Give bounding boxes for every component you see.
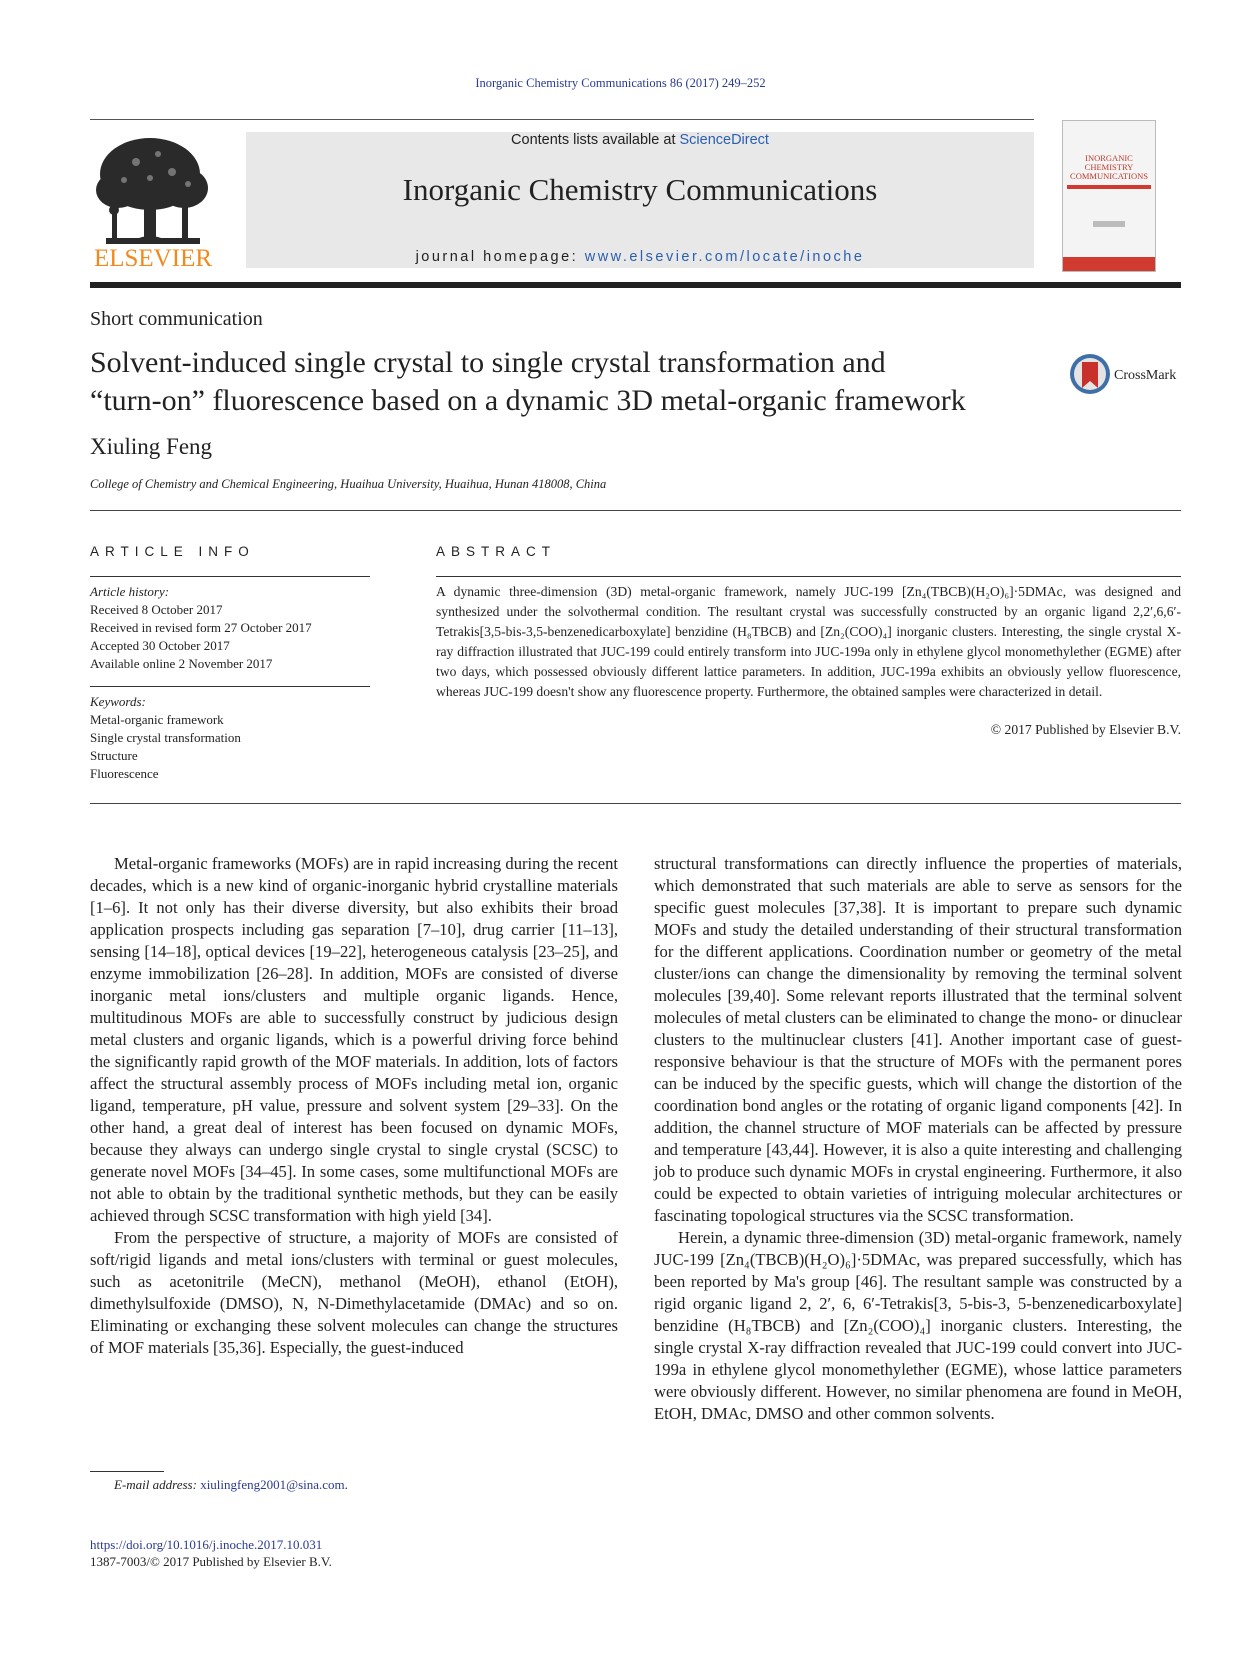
footer bbox=[90, 1536, 332, 1570]
article-title bbox=[90, 344, 1050, 420]
body-paragraph: structural transformations can directly influence the properties of materials, which demonstrated that such materials are able to serve as sensors for the specific guest molecules [37,38]. It is important to prepare such dynamic MOFs and study the detailed understanding of their structural transformation for the different applications. Coordination number or geometry of the metal cluster/ions can change the dimensionality by removing the terminal solvent molecules [39,40]. Some relevant reports illustrated that the terminal solvent molecules of metal clusters can be eliminated to change the mono- or dinuclear clusters to the multinuclear clusters [41]. Another important case of guest-responsive behaviour is that the structure of MOFs with the permanent pores can be induced by the specific guests, which will change the distortion of the coordination bond angles or the rotating of organic ligand components [42]. In addition, the channel structure of MOF materials can be affected by pressure and temperature [43,44]. However, it is also a quite interesting and challenging job to produce such dynamic MOFs in crystal engineering. Furthermore, it also could be expected to obtain varieties of intriguing molecular architectures or fascinating topological structures via the SCSC transformation. bbox=[654, 854, 1182, 1225]
keyword: Structure bbox=[90, 748, 138, 763]
crossmark-label: CrossMark bbox=[1114, 368, 1177, 383]
contents-line: Contents lists available at ScienceDirect bbox=[511, 132, 769, 148]
history-item: Accepted 30 October 2017 bbox=[90, 638, 230, 653]
cover-title-line: CHEMISTRY bbox=[1084, 162, 1134, 172]
publisher-wordmark: ELSEVIER bbox=[93, 245, 213, 272]
homepage-link[interactable]: www.elsevier.com/locate/inoche bbox=[584, 249, 865, 265]
email-link[interactable]: xiulingfeng2001@sina.com bbox=[200, 1477, 345, 1492]
article-type: Short communication bbox=[90, 308, 263, 330]
info-rule bbox=[90, 686, 370, 687]
journal-banner bbox=[246, 132, 1034, 268]
sciencedirect-link[interactable]: ScienceDirect bbox=[679, 132, 769, 148]
body-column-left bbox=[90, 853, 618, 1359]
footnote-rule bbox=[90, 1471, 164, 1472]
abstract-text: A dynamic three-dimension (3D) metal-organic framework, namely JUC-199 [Zn₄(TBCB)(H₂O)₆]·5DMAc, was designed and synthesized under the solvothermal condition. The resultant crystal was successfully constructed by an organic ligand 2,2′,6,6′-Tetrakis[3,5-bis-3,5-benzenedicarboxylate] benzidine (H₈TBCB) and [Zn₂(COO)₄] inorganic clusters. Interesting, the single crystal X-ray diffraction illustrated that JUC-199 could entirely transform into JUC-199a only in ethylene glycol monomethylether (EGME) after two days, which possessed obviously different lattice parameters. In addition, JUC-199a exhibits an obviously yellow fluorescence, whereas JUC-199 doesn't show any fluorescence property. Furthermore, the obtained samples were characterized in detail. bbox=[436, 584, 1181, 699]
elsevier-logo bbox=[88, 132, 218, 272]
cover-title-line: COMMUNICATIONS bbox=[1070, 171, 1148, 181]
body-paragraph: Herein, a dynamic three-dimension (3D) metal-organic framework, namely JUC-199 [Zn₄(TBCB)(H₂O)₆]·5DMAc, was prepared successfully, which has been reported by Ma's group [46]. The resultant sample was constructed by a rigid organic ligand 2, 2′, 6, 6′-Tetrakis[3, 5-bis-3, 5-benzenedicarboxylate] benzidine (H₈TBCB) and [Zn₂(COO)₄] inorganic clusters. Interesting, the single crystal X-ray diffraction revealed that JUC-199 could convert into JUC-199a in ethylene glycol monomethylether (EGME), whose lattice parameters were obviously different. However, no similar phenomena are found in MeOH, EtOH, DMAc, DMSO and other common solvents. bbox=[654, 1228, 1182, 1423]
cover-title-line: INORGANIC bbox=[1085, 153, 1133, 163]
keyword: Single crystal transformation bbox=[90, 730, 241, 745]
keyword: Metal-organic framework bbox=[90, 712, 224, 727]
abstract-heading: ABSTRACT bbox=[436, 544, 557, 559]
affiliation: College of Chemistry and Chemical Engineering, Huaihua University, Huaihua, Hunan 418008, China bbox=[90, 477, 607, 491]
section-rule bbox=[90, 510, 1181, 511]
body-paragraph: From the perspective of structure, a majority of MOFs are consisted of soft/rigid ligands and metal ions/clusters with terminal or guest molecules, such as acetonitrile (MeCN), methanol (MeOH), ethanol (EtOH), dimethylsulfoxide (DMSO), N, N-Dimethylacetamide (DMAc) and so on. Eliminating or exchanging these solvent molecules can change the structures of MOF materials [35,36]. Especially, the guest-induced bbox=[90, 1228, 618, 1357]
issn-line: 1387-7003/© 2017 Published by Elsevier B.V. bbox=[90, 1554, 332, 1569]
history-item: Received in revised form 27 October 2017 bbox=[90, 620, 312, 635]
history-item: Available online 2 November 2017 bbox=[90, 656, 273, 671]
body-paragraph: Metal-organic frameworks (MOFs) are in rapid increasing during the recent decades, which is a new kind of organic-inorganic hybrid crystalline materials [1–6]. It not only has their diverse diversity, but also exhibits their broad application prospects including gas separation [7–10], drug carrier [11–13], sensing [14–18], optical devices [19–22], heterogeneous catalysis [23–25], and enzyme immobilization [26–28]. In addition, MOFs are consisted of diverse inorganic metal ions/clusters and multiple organic ligands. Hence, multitudinous MOFs are able to successfully construct by judicious design metal clusters and organic ligands, which is a powerful driving force behind the significantly rapid growth of the MOF materials. In addition, lots of factors affect the structural assembly process of MOFs including metal ion, organic ligand, temperature, pH value, pressure and solvent system [29–33]. On the other hand, a great deal of interest has been focused on dynamic MOFs, because they always can undergo single crystal to single crystal (SCSC) to generate novel MOFs [34–45]. In some cases, some multifunctional MOFs are not able to obtain by the traditional synthetic methods, but they can be easily achieved through SCSC transformation with high yield [34]. bbox=[90, 854, 618, 1225]
crossmark-badge[interactable] bbox=[1068, 352, 1186, 396]
keywords bbox=[90, 693, 241, 783]
journal-reference[interactable]: Inorganic Chemistry Communications 86 (2017) 249–252 bbox=[475, 76, 766, 90]
footnote: E-mail address: xiulingfeng2001@sina.com. bbox=[114, 1477, 348, 1492]
title-line-2: “turn-on” fluorescence based on a dynamic 3D metal-organic framework bbox=[90, 384, 966, 417]
journal-cover-thumbnail[interactable] bbox=[1062, 120, 1156, 272]
article-history bbox=[90, 583, 312, 673]
section-rule bbox=[90, 803, 1181, 804]
body-column-right bbox=[654, 853, 1182, 1425]
doi-link[interactable]: https://doi.org/10.1016/j.inoche.2017.10.031 bbox=[90, 1537, 323, 1552]
header-thick-rule bbox=[90, 282, 1181, 288]
header-top-rule bbox=[90, 119, 1034, 120]
title-line-1: Solvent-induced single crystal to single crystal transformation and bbox=[90, 346, 886, 379]
homepage-line: journal homepage: www.elsevier.com/locate/inoche bbox=[415, 249, 865, 265]
author-name: Xiuling Feng bbox=[90, 434, 213, 459]
article-info-heading: ARTICLE INFO bbox=[90, 544, 255, 559]
abstract-copyright: © 2017 Published by Elsevier B.V. bbox=[990, 722, 1181, 737]
abstract-rule bbox=[436, 576, 1181, 577]
history-label: Article history: bbox=[90, 584, 170, 599]
history-item: Received 8 October 2017 bbox=[90, 602, 223, 617]
journal-title: Inorganic Chemistry Communications bbox=[402, 172, 878, 207]
keywords-label: Keywords: bbox=[90, 694, 146, 709]
info-rule bbox=[90, 576, 370, 577]
keyword: Fluorescence bbox=[90, 766, 159, 781]
